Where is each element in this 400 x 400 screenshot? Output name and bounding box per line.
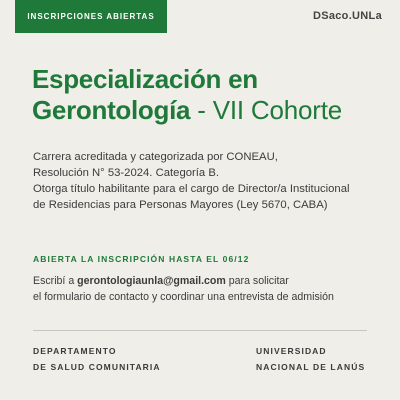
title-line-2-strong: Gerontología [32,95,191,125]
registration-deadline: ABIERTA LA INSCRIPCIÓN HASTA EL 06/12 [33,254,250,264]
contact-line-1 [33,273,383,289]
title-line-2 [32,95,382,126]
badge-label: INSCRIPCIONES ABIERTAS [27,12,155,21]
department-name [33,343,161,375]
contact-suffix: para solicitar [225,275,289,287]
university-name [256,343,365,375]
description-line: de Residencias para Personas Mayores (Ley 5670, CABA) [33,199,328,211]
program-title [32,64,382,126]
description-line: Otorga título habilitante para el cargo de Director/a Institucional [33,183,350,195]
department-line-2: DE SALUD COMUNITARIA [33,362,161,372]
description-line: Resolución N° 53-2024. Categoría B. [33,167,220,179]
university-line-1: UNIVERSIDAD [256,346,327,356]
contact-line-2: el formulario de contacto y coordinar una entrevista de admisión [33,291,334,303]
inscriptions-open-badge [15,0,167,33]
contact-email[interactable]: gerontologiaunla@gmail.com [77,275,226,287]
footer-divider [33,330,367,331]
department-line-1: DEPARTAMENTO [33,346,117,356]
contact-prefix: Escribí a [33,275,78,287]
university-line-2: NACIONAL DE LANÚS [256,362,366,372]
contact-info [33,273,383,305]
title-line-2-rest: - VII Cohorte [190,95,343,125]
brand-logo-text: DSaco.UNLa [312,10,382,22]
title-line-1: Especialización en [32,64,258,94]
program-description [33,149,383,213]
description-line: Carrera acreditada y categorizada por CONEAU, [33,151,278,163]
